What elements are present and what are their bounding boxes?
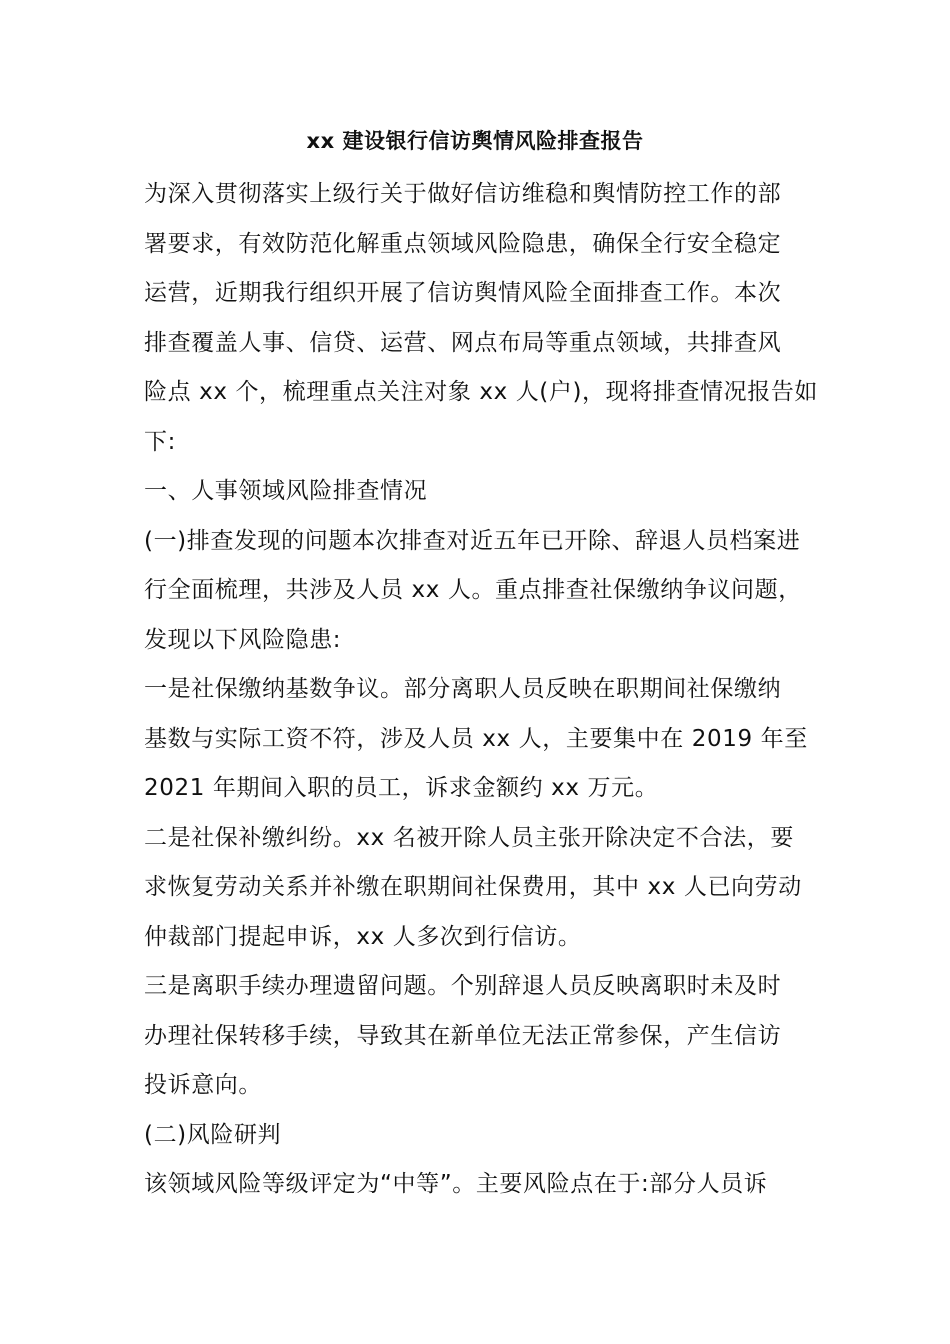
body-line: 三是离职手续办理遗留问题。个别辞退人员反映离职时未及时: [144, 973, 782, 999]
document-title: xx 建设银行信访舆情风险排查报告: [306, 129, 644, 153]
document-body: [144, 170, 819, 1210]
body-line: 为深入贯彻落实上级行关于做好信访维稳和舆情防控工作的部: [144, 181, 782, 207]
body-line: 基数与实际工资不符，涉及人员 xx 人，主要集中在 2019 年至: [144, 725, 808, 752]
body-line: 排查覆盖人事、信贷、运营、网点布局等重点领域，共排查风: [144, 329, 782, 356]
body-line: 运营，近期我行组织开展了信访舆情风险全面排查工作。本次: [144, 280, 782, 306]
section-heading: 一、人事领域风险排查情况: [144, 478, 428, 504]
body-line: 投诉意向。: [144, 1072, 262, 1098]
body-line: 求恢复劳动关系并补缴在职期间社保费用，其中 xx 人已向劳动: [144, 874, 802, 900]
body-line: 署要求，有效防范化解重点领域风险隐患，确保全行安全稳定: [144, 230, 782, 257]
body-line: 办理社保转移手续，导致其在新单位无法正常参保，产生信访: [144, 1022, 782, 1049]
body-line: 一是社保缴纳基数争议。部分离职人员反映在职期间社保缴纳: [144, 676, 782, 702]
body-line: 二是社保补缴纠纷。xx 名被开除人员主张开除决定不合法，要: [144, 824, 794, 851]
subsection-heading: (二)风险研判: [144, 1121, 282, 1148]
body-line: 发现以下风险隐患:: [144, 626, 342, 653]
body-line: 该领域风险等级评定为“中等”。主要风险点在于:部分人员诉: [144, 1171, 768, 1197]
body-line: 下:: [144, 428, 176, 455]
body-line: (一)排查发现的问题本次排查对近五年已开除、辞退人员档案进: [144, 527, 801, 554]
body-line: 仲裁部门提起申诉，xx 人多次到行信访。: [144, 923, 582, 950]
body-line: 险点 xx 个，梳理重点关注对象 xx 人(户)，现将排查情况报告如: [144, 379, 819, 405]
body-line: 2021 年期间入职的员工，诉求金额约 xx 万元。: [144, 775, 659, 801]
body-line: 行全面梳理，共涉及人员 xx 人。重点排查社保缴纳争议问题，: [144, 577, 802, 603]
